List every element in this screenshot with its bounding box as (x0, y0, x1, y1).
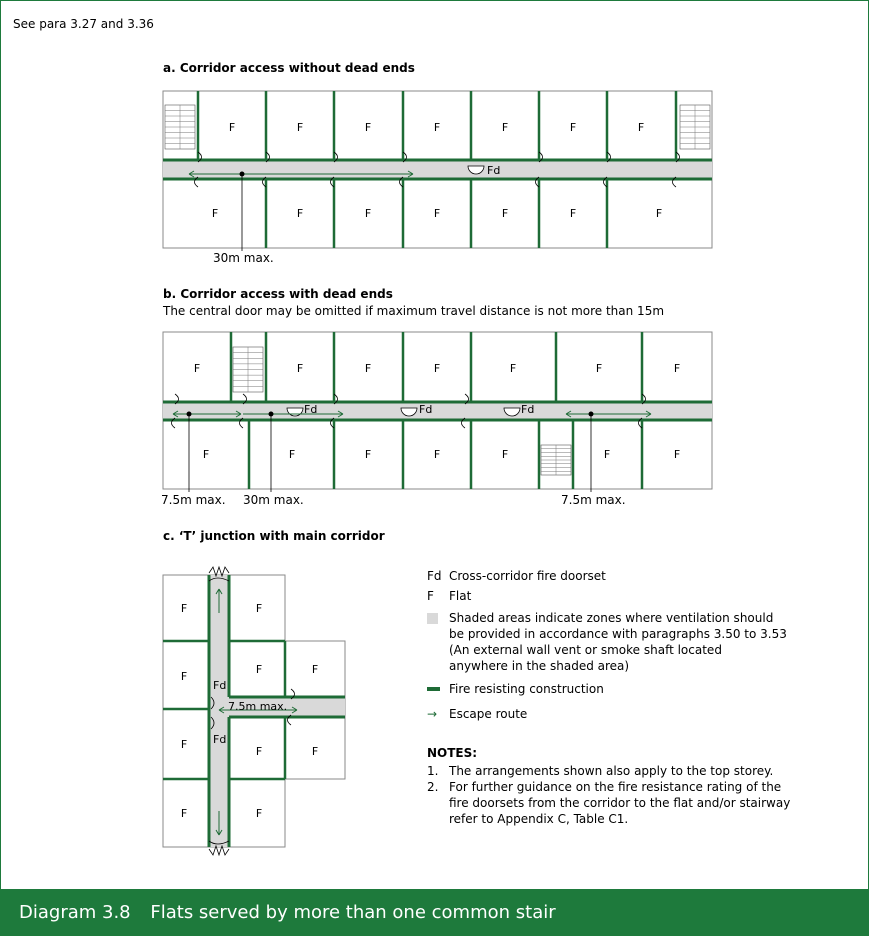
legend-wall-swatch (427, 687, 440, 691)
legend-fd-text: Cross-corridor fire doorset (449, 569, 606, 583)
diagram-b-fd-label-2: Fd (419, 403, 433, 416)
note-1-number: 1. (427, 764, 439, 778)
diagram-b-flat-bottom-4: F (501, 448, 509, 461)
diagram-b-flat-bottom-0: F (202, 448, 210, 461)
notes-title: NOTES: (427, 746, 478, 760)
legend-route (427, 706, 787, 722)
legend-flat (427, 588, 787, 604)
diagram-b-fd-label-1: Fd (304, 403, 318, 416)
diagram-b-flat-bottom-5: F (603, 448, 611, 461)
legend-shade-line-3: (An external wall vent or smoke shaft located (449, 643, 722, 657)
diagram-b-flat-bottom-2: F (364, 448, 372, 461)
diagram-c-flat-8: F (180, 807, 188, 820)
diagram-c-flat-6: F (255, 745, 263, 758)
diagram-b-flat-top-3: F (433, 362, 441, 375)
diagram-c-plan (159, 565, 349, 855)
note-1-line-1: The arrangements shown also apply to the top storey. (449, 764, 774, 778)
legend-shade (427, 610, 787, 676)
para-reference: See para 3.27 and 3.36 (13, 17, 154, 31)
diagram-a-flat-top-1: F (296, 121, 304, 134)
diagram-b-fd-label-3: Fd (521, 403, 535, 416)
diagram-caption: Flats served by more than one common stair (150, 902, 556, 923)
diagram-a-flat-bottom-6: F (655, 207, 663, 220)
diagram-caption-bar (1, 889, 869, 936)
legend-shade-swatch (427, 613, 438, 624)
diagram-b-flat-top-1: F (296, 362, 304, 375)
note-2-line-2: fire doorsets from the corridor to the flat and/or stairway (449, 796, 791, 810)
diagram-a-flat-top-6: F (637, 121, 645, 134)
diagram-a-fd-label: Fd (487, 164, 501, 177)
diagram-a-flat-bottom-1: F (296, 207, 304, 220)
diagram-a-flat-top-4: F (501, 121, 509, 134)
diagram-c-flat-4: F (311, 663, 319, 676)
diagram-a-flat-bottom-4: F (501, 207, 509, 220)
diagram-a-flat-bottom-0: F (211, 207, 219, 220)
diagram-b-flat-top-6: F (673, 362, 681, 375)
diagram-b-flat-bottom-6: F (673, 448, 681, 461)
note-2-number: 2. (427, 780, 439, 794)
diagram-b-subtitle: The central door may be omitted if maximum travel distance is not more than 15m (163, 304, 665, 318)
legend-fd (427, 568, 787, 584)
diagram-c-main-corridor (209, 575, 229, 847)
diagram-c-title: c. ‘T’ junction with main corridor (163, 529, 385, 543)
diagram-b-title: b. Corridor access with dead ends (163, 287, 393, 301)
diagram-a-title: a. Corridor access without dead ends (163, 61, 415, 75)
diagram-a-corridor (163, 160, 712, 179)
legend-shade-line-4: anywhere in the shaded area) (449, 659, 630, 673)
diagram-b-flat-bottom-1: F (288, 448, 296, 461)
note-2-line-1: For further guidance on the fire resistance rating of the (449, 780, 782, 794)
diagram-b-plan (163, 332, 712, 489)
diagram-a-flat-top-2: F (364, 121, 372, 134)
diagram-a-distance-label: 30m max. (213, 251, 274, 265)
legend-wall (427, 681, 787, 697)
note-2-line-3: refer to Appendix C, Table C1. (449, 812, 629, 826)
diagram-c-flat-9: F (255, 807, 263, 820)
diagram-a-flat-top-5: F (569, 121, 577, 134)
legend-route-arrow-icon: → (427, 707, 438, 721)
diagram-a-flat-bottom-5: F (569, 207, 577, 220)
diagram-b-flat-top-0: F (193, 362, 201, 375)
diagram-c-flat-7: F (311, 745, 319, 758)
legend-wall-text: Fire resisting construction (449, 682, 604, 696)
diagram-b-flat-top-2: F (364, 362, 372, 375)
legend-shade-line-2: be provided in accordance with paragraphs 3.50 to 3.53 (449, 627, 787, 641)
diagram-b-distance-mid: 30m max. (243, 493, 304, 507)
diagram-b-flat-top-5: F (595, 362, 603, 375)
diagram-c-flat-3: F (255, 663, 263, 676)
diagram-c-flat-2: F (180, 670, 188, 683)
diagram-c-flat-1: F (255, 602, 263, 615)
diagram-a-plan (163, 91, 712, 248)
diagram-b-flat-top-4: F (509, 362, 517, 375)
diagram-b-corridor (163, 402, 712, 420)
legend-route-text: Escape route (449, 707, 528, 721)
diagram-c-fd-label-1: Fd (213, 679, 227, 692)
legend-shade-line-1: Shaded areas indicate zones where ventilation should (449, 611, 774, 625)
diagram-b-distance-left: 7.5m max. (161, 493, 226, 507)
diagram-a-flat-top-3: F (433, 121, 441, 134)
diagram-number: Diagram 3.8 (19, 902, 131, 923)
diagram-a-flat-top-0: F (228, 121, 236, 134)
diagram-a-flat-bottom-3: F (433, 207, 441, 220)
diagram-c-distance-label: 7.5m max. (228, 700, 288, 713)
diagram-b-distance-right: 7.5m max. (561, 493, 626, 507)
diagram-c-flat-5: F (180, 738, 188, 751)
diagram-c-flat-0: F (180, 602, 188, 615)
diagram-a-flat-bottom-2: F (364, 207, 372, 220)
diagram-c-fd-label-2: Fd (213, 733, 227, 746)
legend-flat-key: F (427, 589, 434, 603)
legend-fd-key: Fd (427, 569, 442, 583)
diagram-b-flat-bottom-3: F (433, 448, 441, 461)
legend-flat-text: Flat (449, 589, 472, 603)
